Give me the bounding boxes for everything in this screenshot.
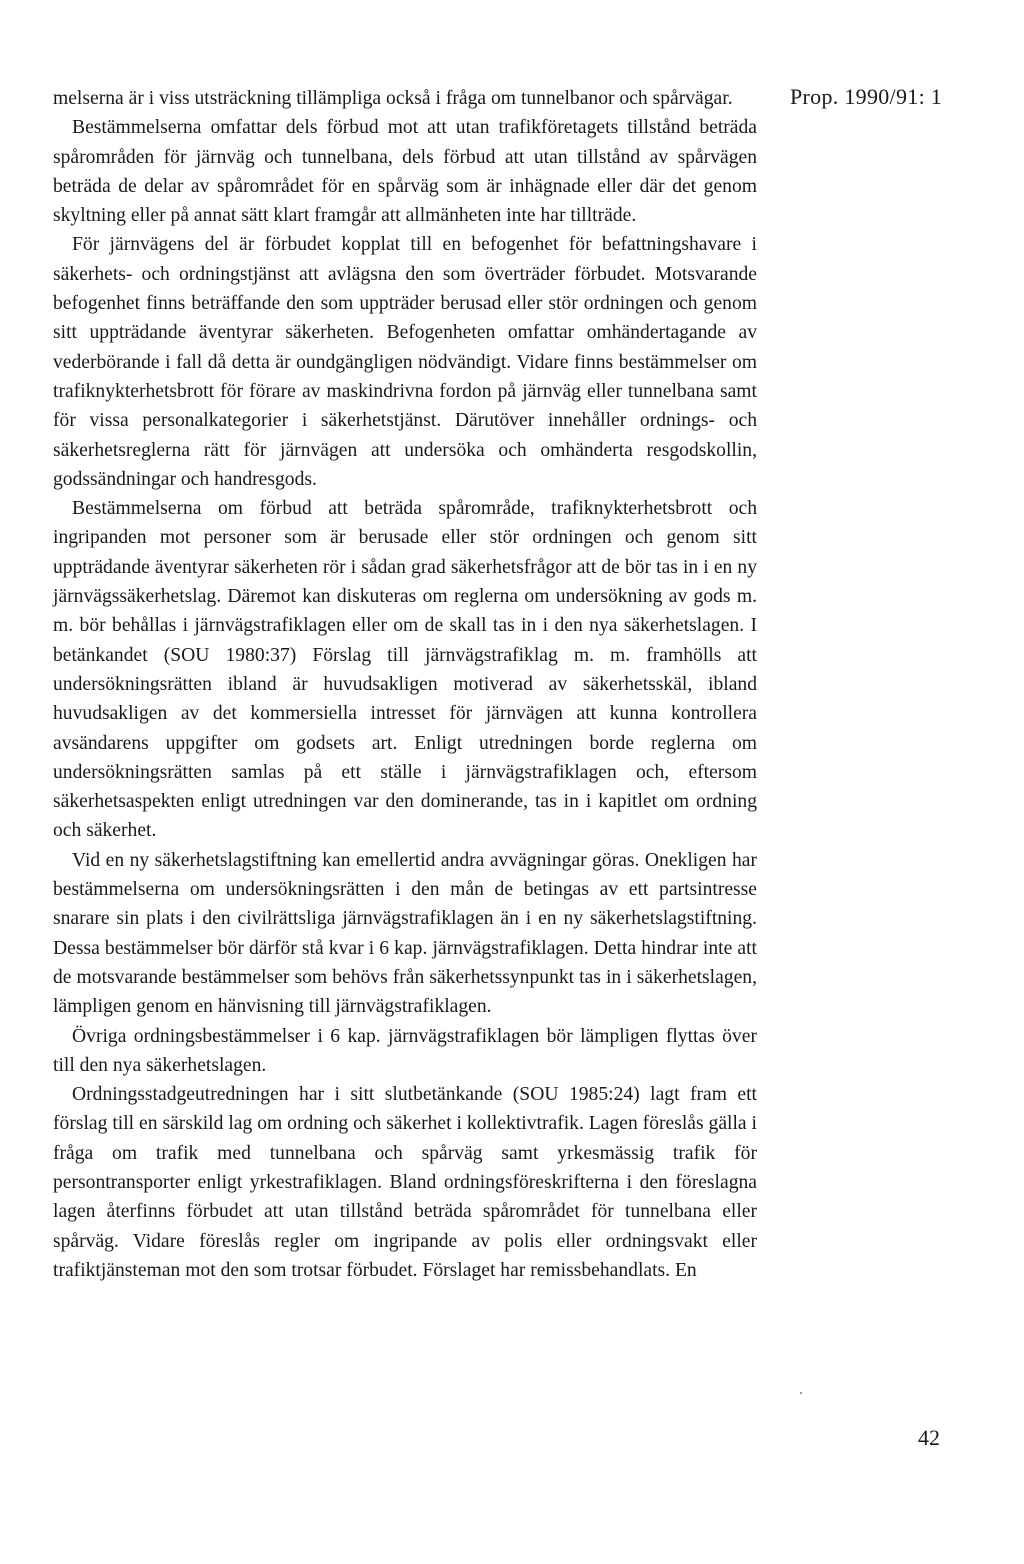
document-reference: Prop. 1990/91: 1 [790, 84, 943, 109]
paragraph: Bestämmelserna omfattar dels förbud mot att utan trafikföretagets tillstånd beträda spårområden för järnväg och tunnelbana, dels förbud att utan tillstånd av spårvägen beträda de delar av spårområdet för en spårväg som är inhägnade eller där det genom skyltning eller på annat sätt klart framgår att allmänheten inte har tillträde. [53, 117, 757, 227]
paragraph: Övriga ordningsbestämmelser i 6 kap. järnvägstrafiklagen bör lämpligen flyttas över till den nya säkerhetslagen. [53, 1025, 757, 1076]
paragraph: Bestämmelserna om förbud att beträda spårområde, trafiknykterhetsbrott och ingripanden mot personer som är berusade eller stör ordningen och genom sitt uppträdande äventyrar säkerheten rör i sådan grad säkerhetsfrågor att de bör tas in i en ny järnvägssäkerhetslag. Däremot kan diskuteras om reglerna om undersökning av gods m. m. bör behållas i järnvägstrafiklagen eller om de skall tas in i den nya säkerhetslagen. I betänkandet (SOU 1980:37) Förslag till järnvägstrafiklag m. m. framhölls att undersökningsrätten ibland är huvudsakligen motiverad av säkerhetsskäl, ibland huvudsakligen av det kommersiella intresset för järnvägen att kunna kontrollera avsändarens uppgifter om godsets art. Enligt utredningen borde reglerna om undersökningsrätten samlas på ett ställe i järnvägstrafiklagen och, eftersom säkerhetsaspekten enligt utredningen var den dominerande, tas in i kapitlet om ordning och säkerhet. [53, 498, 757, 842]
paragraph-continuation: melserna är i viss utsträckning tillämpliga också i fråga om tunnelbanor och spårvägar. [53, 88, 733, 109]
paragraph: Vid en ny säkerhetslagstiftning kan emellertid andra avvägningar göras. Onekligen har bestämmelserna om undersökningsrätten i den mån de betingas av ett partsintresse snarare sin plats i den civilrättsliga järnvägstrafiklagen än i en ny säkerhetslagstiftning. Dessa bestämmelser bör därför stå kvar i 6 kap. järnvägstrafiklagen. Detta hindrar inte att de motsvarande bestämmelser som behövs från säkerhetssynpunkt tas in i säkerhetslagen, lämpligen genom en hänvisning till järnvägstrafiklagen. [53, 849, 757, 1018]
scan-speck [800, 1392, 802, 1394]
paragraph: För järnvägens del är förbudet kopplat till en befogenhet för befattningshavare i säkerhets- och ordningstjänst att avlägsna den som överträder förbudet. Motsvarande befogenhet finns beträffande den som uppträder berusad eller stör ordningen och genom sitt uppträdande äventyrar säkerheten. Befogenheten omfattar omhändertagande av vederbörande i fall då detta är oundgängligen nödvändigt. Vidare finns bestämmelser om trafiknykterhetsbrott för förare av maskindrivna fordon på järnväg eller tunnelbana samt för vissa personalkategorier i säkerhetstjänst. Därutöver innehåller ordnings- och säkerhetsreglerna rätt för järnvägen att undersöka och omhänderta resgodskollin, godssändningar och handresgods. [53, 234, 757, 490]
page-number: 42 [918, 1425, 940, 1450]
body-text [53, 84, 757, 1285]
paragraph: Ordningsstadgeutredningen har i sitt slutbetänkande (SOU 1985:24) lagt fram ett förslag till en särskild lag om ordning och säkerhet i kollektivtrafik. Lagen föreslås gälla i fråga om trafik med tunnelbana och spårväg samt yrkesmässig trafik för persontransporter enligt yrkestrafiklagen. Bland ordningsföreskrifterna i den föreslagna lagen återfinns förbudet att utan tillstånd beträda spårområdet för tunnelbana eller spårväg. Vidare föreslås regler om ingripande av polis eller ordningsvakt eller trafiktjänsteman mot den som trotsar förbudet. Förslaget har remissbehandlats. En [53, 1084, 757, 1281]
